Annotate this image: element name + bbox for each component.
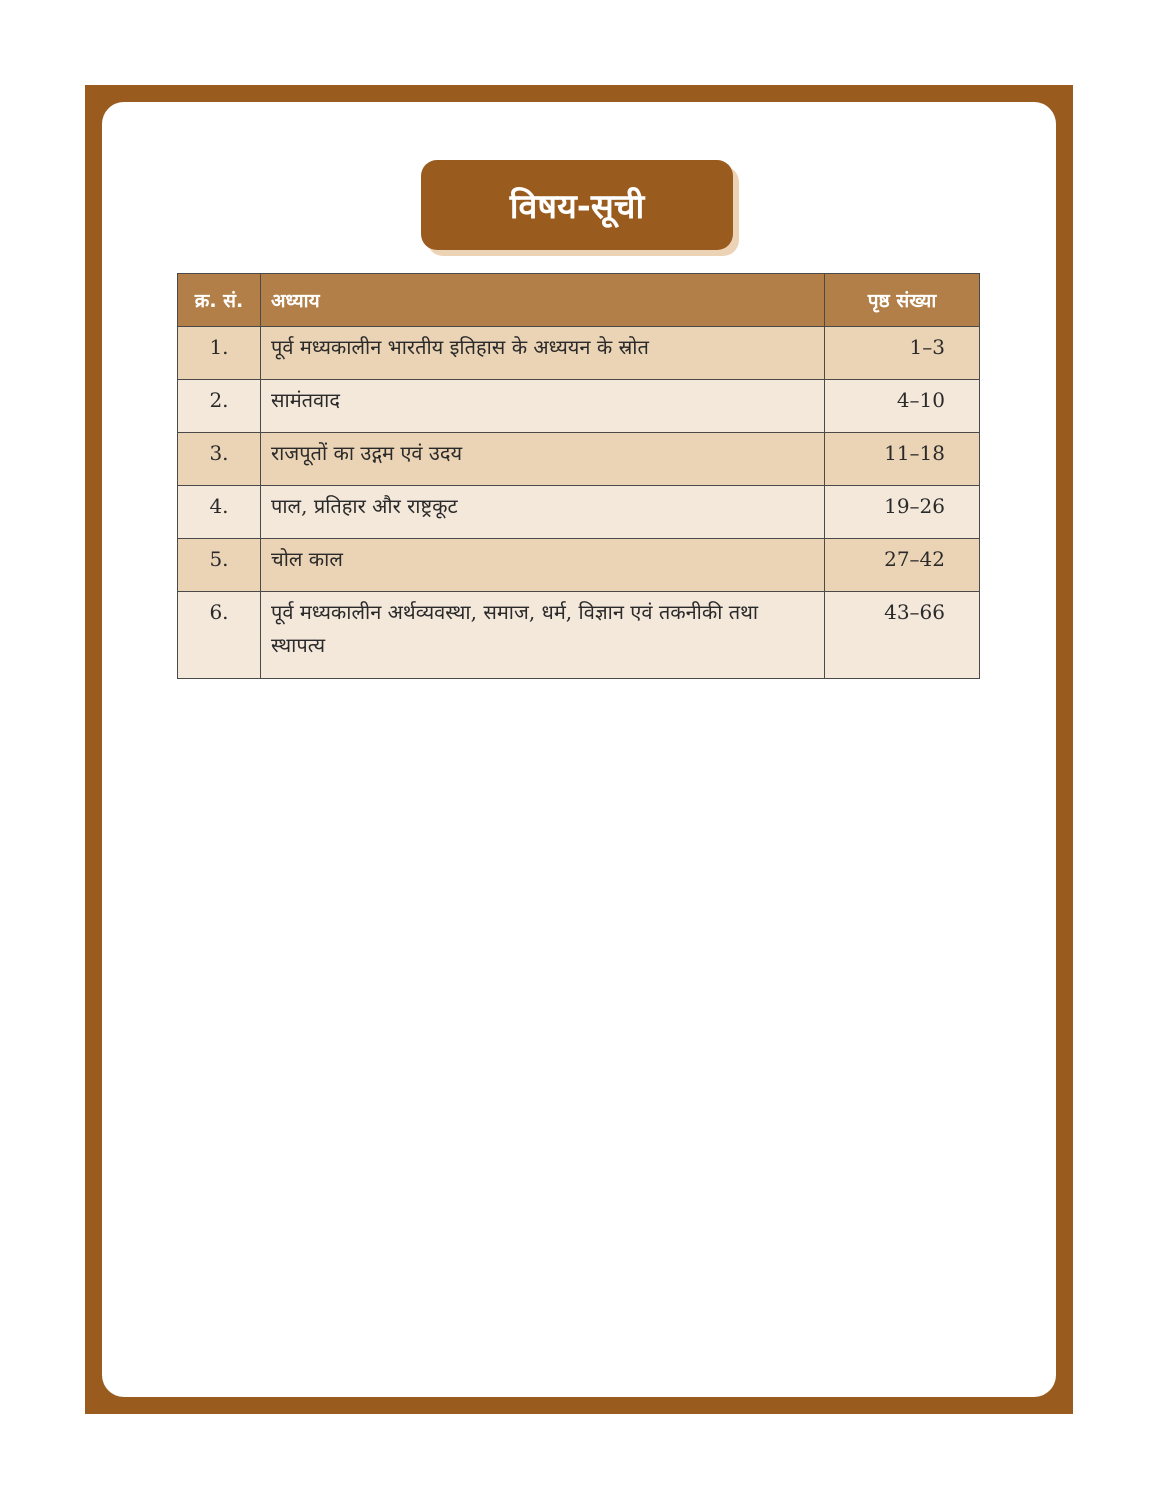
- row-number: 4.: [209, 494, 229, 518]
- header-chapter: अध्याय: [261, 274, 825, 327]
- row-chapter: पाल, प्रतिहार और राष्ट्रकूट: [271, 494, 458, 518]
- row-number: 6.: [209, 600, 229, 624]
- row-chapter: सामंतवाद: [271, 388, 340, 412]
- header-pages: पृष्ठ संख्या: [825, 274, 980, 327]
- page-title: विषय-सूची: [421, 160, 733, 250]
- row-number: 1.: [209, 335, 229, 359]
- row-number: 2.: [209, 388, 229, 412]
- table-row: [178, 592, 980, 679]
- header-number: क्र. सं.: [178, 274, 261, 327]
- row-chapter: राजपूतों का उद्गम एवं उदय: [271, 441, 463, 465]
- row-chapter-cell: [261, 592, 825, 679]
- row-number: 3.: [209, 441, 229, 465]
- row-pages: 27–42: [884, 547, 945, 571]
- row-chapter: पूर्व मध्यकालीन अर्थव्यवस्था, समाज, धर्म, विज्ञान एवं तकनीकी तथा स्थापत्य: [271, 600, 759, 657]
- row-pages-cell: [825, 592, 980, 679]
- row-number: 5.: [209, 547, 229, 571]
- contents-table: [177, 273, 980, 679]
- row-chapter: पूर्व मध्यकालीन भारतीय इतिहास के अध्ययन के स्रोत: [271, 335, 649, 359]
- row-pages: 43–66: [884, 600, 945, 624]
- row-pages: 11–18: [884, 441, 945, 465]
- row-pages: 4–10: [896, 388, 945, 412]
- row-pages: 1–3: [909, 335, 945, 359]
- row-chapter: चोल काल: [271, 547, 343, 571]
- row-pages: 19–26: [884, 494, 945, 518]
- row-number-cell: [178, 592, 261, 679]
